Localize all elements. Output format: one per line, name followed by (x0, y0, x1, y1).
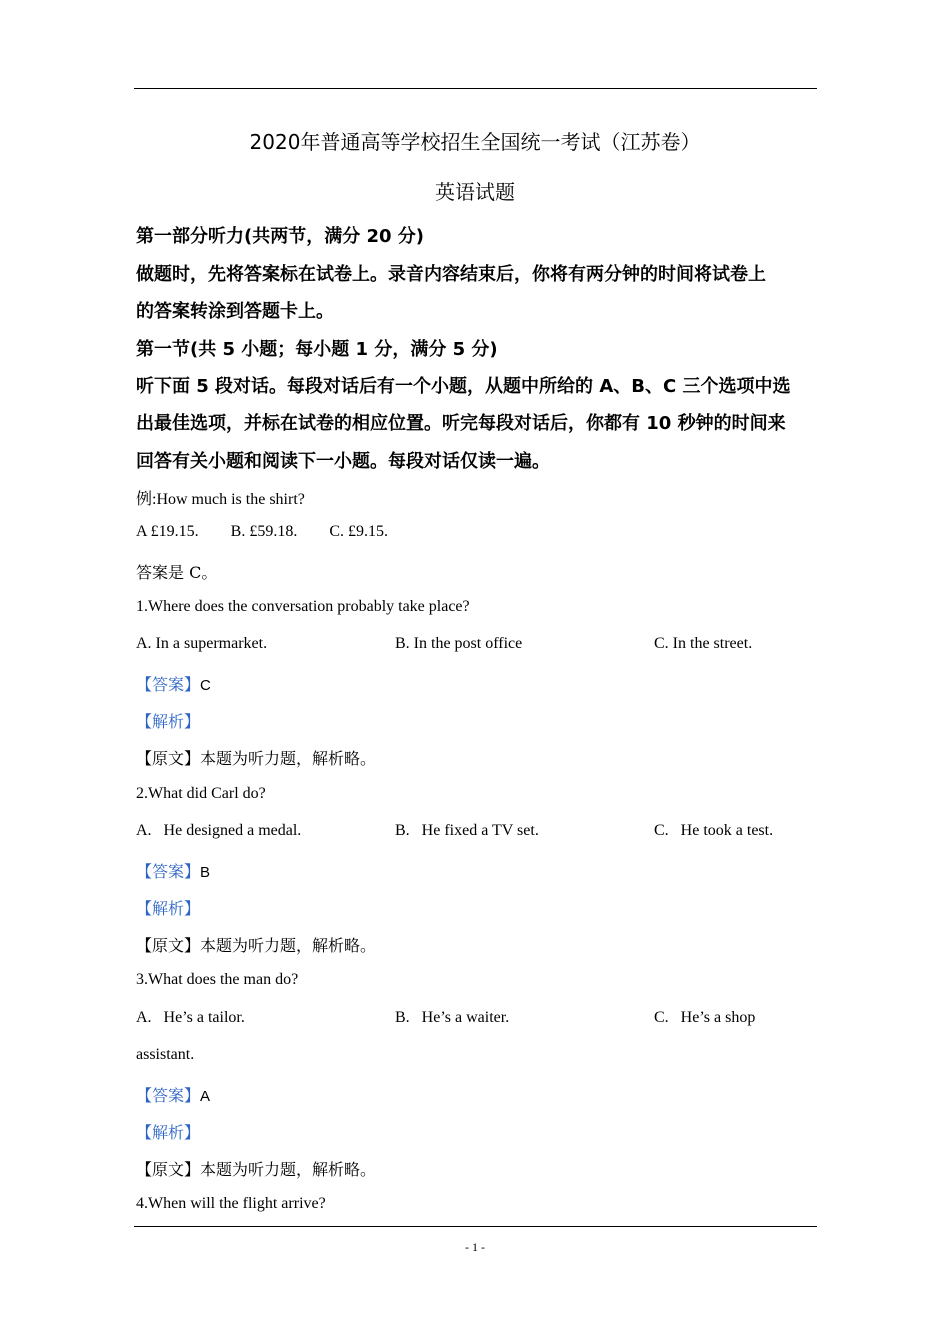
example-question: 例:How much is the shirt? (136, 491, 305, 508)
q2-option-c: C. He took a test. (654, 822, 774, 839)
q1-option-a: A. In a supermarket. (136, 635, 268, 652)
footer-rule (134, 1226, 817, 1227)
example-answer: 答案是 C。 (136, 563, 218, 582)
question-1: 1.Where does the conversation probably take place? (136, 598, 470, 615)
section1-instruction-line2: 出最佳选项，并标在试卷的相应位置。听完每段对话后，你都有 10 秒钟的时间来 (136, 413, 786, 434)
q2-answer-value: B (200, 864, 211, 881)
question-3: 3.What does the man do? (136, 971, 299, 988)
answer-tag: 【答案】 (136, 675, 201, 694)
q3-option-a: A. He’s a tailor. (136, 1009, 245, 1026)
section1-instruction-line1: 听下面 5 段对话。每段对话后有一个小题，从题中所给的 A、B、C 三个选项中选 (136, 376, 791, 397)
exam-subtitle: 英语试题 (435, 180, 515, 204)
answer-tag: 【答案】 (136, 862, 201, 881)
part1-heading: 第一部分听力(共两节，满分 20 分) (136, 226, 425, 247)
q2-answer (136, 859, 210, 882)
header-rule (134, 88, 817, 89)
example-options: A £19.15. B. £59.18. C. £9.15. (136, 523, 389, 540)
q2-option-b: B. He fixed a TV set. (395, 822, 539, 839)
q3-answer (136, 1083, 210, 1106)
q3-option-c-continued: assistant. (136, 1046, 195, 1063)
q3-option-c: C. He’s a shop (654, 1009, 756, 1026)
section1-instruction-line3: 回答有关小题和阅读下一小题。每段对话仅读一遍。 (136, 451, 550, 472)
section1-heading: 第一节(共 5 小题；每小题 1 分，满分 5 分) (136, 339, 498, 360)
q2-option-a: A. He designed a medal. (136, 822, 302, 839)
q1-option-b: B. In the post office (395, 635, 523, 652)
exam-title: 2020年普通高等学校招生全国统一考试（江苏卷） (249, 130, 701, 154)
q1-analysis-tag: 【解析】 (136, 712, 201, 731)
q1-answer-value: C (200, 677, 211, 694)
part1-instruction-line1: 做题时，先将答案标在试卷上。录音内容结束后，你将有两分钟的时间将试卷上 (136, 264, 766, 285)
q3-answer-value: A (200, 1088, 211, 1105)
q3-option-b: B. He’s a waiter. (395, 1009, 510, 1026)
q1-option-c: C. In the street. (654, 635, 753, 652)
q1-source-text: 【原文】本题为听力题，解析略。 (136, 749, 377, 768)
question-2: 2.What did Carl do? (136, 785, 266, 802)
q2-analysis-tag: 【解析】 (136, 899, 201, 918)
q3-analysis-tag: 【解析】 (136, 1123, 201, 1142)
q3-source-text: 【原文】本题为听力题，解析略。 (136, 1160, 377, 1179)
question-4: 4.When will the flight arrive? (136, 1195, 326, 1212)
page-number: - 1 - (465, 1240, 485, 1254)
q2-source-text: 【原文】本题为听力题，解析略。 (136, 936, 377, 955)
part1-instruction-line2: 的答案转涂到答题卡上。 (136, 301, 334, 322)
answer-tag: 【答案】 (136, 1086, 201, 1105)
q1-answer (136, 672, 211, 695)
